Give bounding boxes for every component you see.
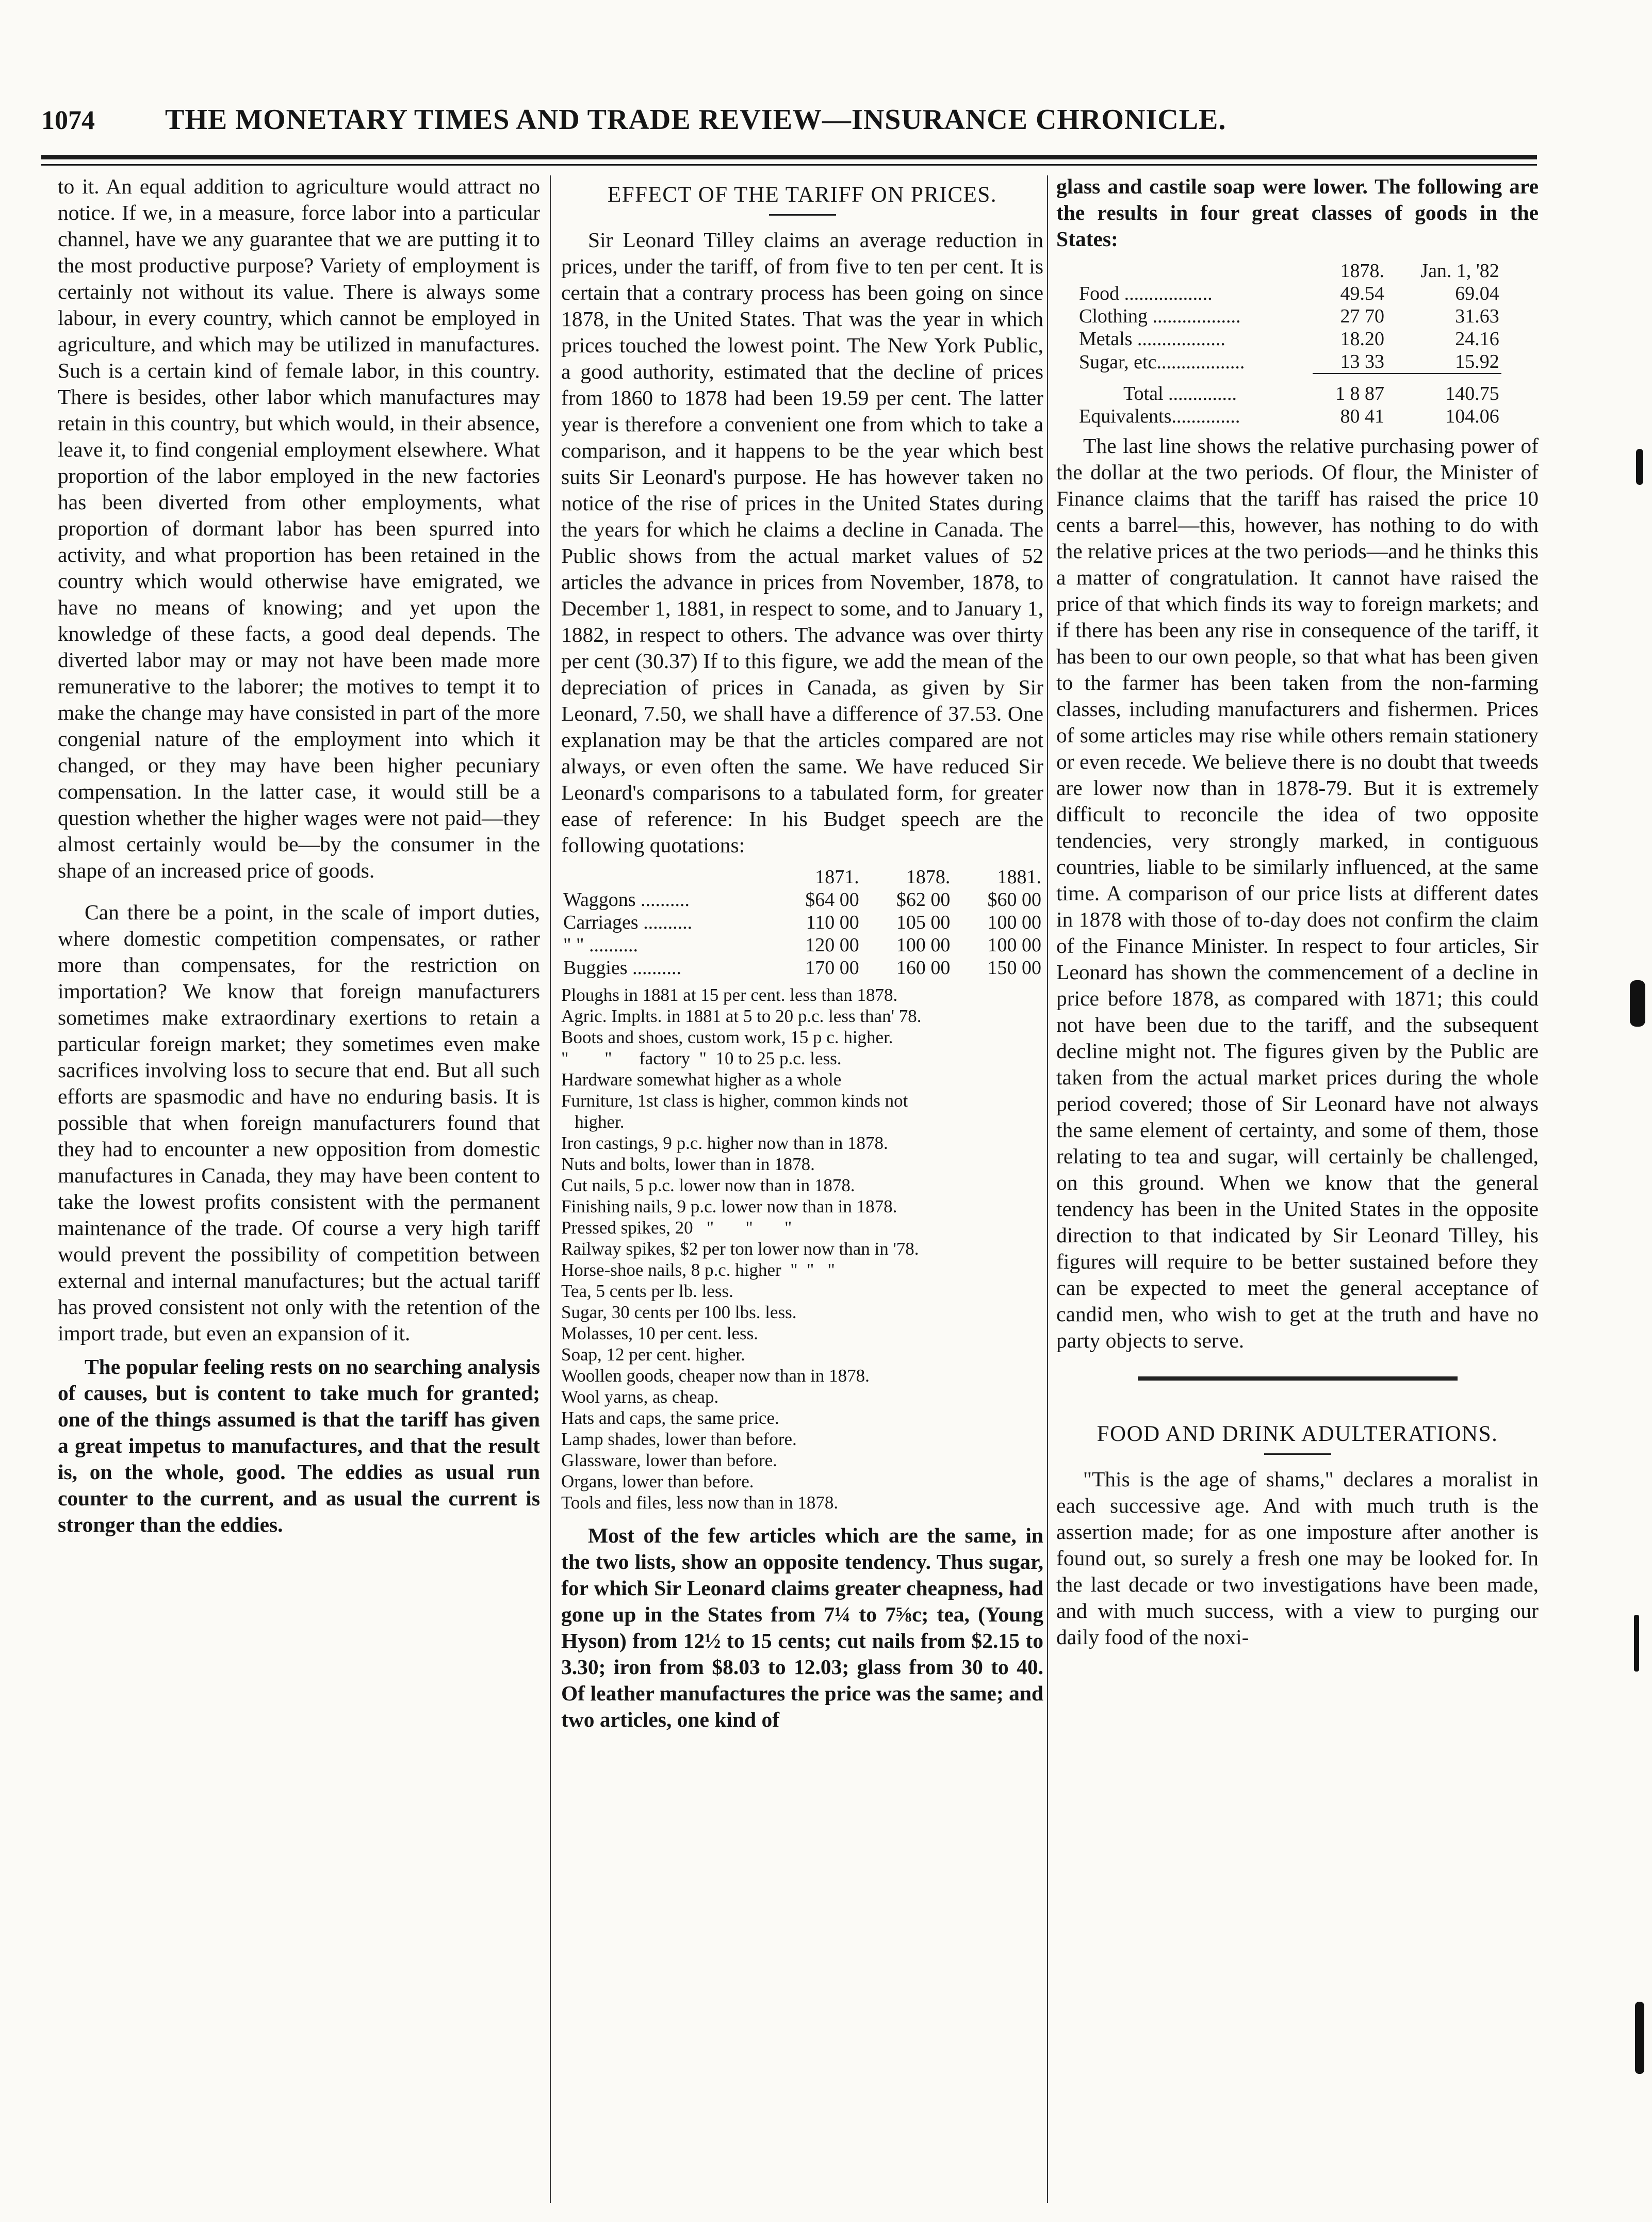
table-cell: Metals ..................: [1079, 328, 1225, 350]
table-cell: 100 00: [896, 934, 951, 956]
table-header-cell: 1878.: [906, 866, 951, 888]
column-1: [58, 173, 540, 1545]
list-item: Cut nails, 5 p.c. lower now than in 1878.: [561, 1175, 855, 1195]
price-changes-list: [561, 984, 1043, 1513]
publication-title: THE MONETARY TIMES AND TRADE REVIEW—INSURANCE CHRONICLE.: [165, 104, 1226, 136]
table-cell: 170 00: [805, 957, 859, 979]
table-cell: 1 8 87: [1313, 374, 1386, 405]
article-headline: FOOD AND DRINK ADULTERATIONS.: [1097, 1422, 1498, 1446]
table-cell: $60 00: [987, 889, 1041, 911]
margin-mark: [1635, 2002, 1644, 2074]
list-item: Ploughs in 1881 at 15 per cent. less than 1878.: [561, 985, 898, 1005]
list-item: Iron castings, 9 p.c. higher now than in 1878.: [561, 1133, 888, 1153]
table-row: [1077, 405, 1501, 428]
column-3: [1056, 173, 1539, 1658]
table-cell: Equivalents..............: [1079, 406, 1240, 427]
table-cell: $62 00: [896, 889, 951, 911]
table-row: [1077, 350, 1501, 374]
table-cell: Sugar, etc..................: [1079, 351, 1245, 373]
table-row: [561, 956, 1043, 979]
column-2: [561, 173, 1043, 1740]
masthead-rule-thin: [41, 164, 1537, 166]
list-item: Tea, 5 cents per lb. less.: [561, 1281, 733, 1301]
list-item: Wool yarns, as cheap.: [561, 1387, 719, 1407]
table-cell: 31.63: [1455, 305, 1499, 327]
table-cell: Carriages ..........: [563, 912, 693, 933]
table-row: [561, 934, 1043, 956]
list-item: Organs, lower than before.: [561, 1471, 754, 1491]
table-cell: 100 00: [987, 912, 1041, 933]
list-item: Glassware, lower than before.: [561, 1450, 777, 1470]
table-header-cell: 1878.: [1340, 260, 1385, 282]
section-divider: [1138, 1376, 1458, 1381]
article-paragraph: glass and castile soap were lower. The following are the results in four great classes of goods in the States:: [1056, 174, 1539, 251]
table-header-cell: 1871.: [815, 866, 859, 888]
column-divider-1: [550, 175, 551, 2203]
masthead: [41, 103, 1537, 136]
table-cell: 120 00: [805, 934, 859, 956]
table-header-cell: [1077, 259, 1313, 282]
headline-rule: [769, 214, 836, 216]
table-row: [1077, 328, 1501, 350]
list-item: Sugar, 30 cents per 100 lbs. less.: [561, 1302, 797, 1322]
table-cell: Clothing ..................: [1079, 305, 1241, 327]
table-cell: Food ..................: [1079, 283, 1213, 304]
margin-mark: [1636, 449, 1643, 485]
table-header-cell: Jan. 1, '82: [1420, 260, 1499, 282]
list-item: Agric. Implts. in 1881 at 5 to 20 p.c. less than' 78.: [561, 1006, 922, 1026]
list-item: Hardware somewhat higher as a whole: [561, 1069, 842, 1090]
table-cell: 80 41: [1340, 406, 1385, 427]
table-row: [1077, 282, 1501, 305]
table-cell: 150 00: [987, 957, 1041, 979]
goods-classes-table: [1077, 259, 1501, 428]
article-paragraph: The last line shows the relative purchasing power of the dollar at the two periods. Of flour, the Minister of Finance claims that the tariff has raised the price 10 cents a barrel—this, however, has nothing to do with the relative prices at the two periods—and he thinks this a matter of congratulation. It cannot have raised the price of that which finds its way to foreign markets; and if there has been any rise in consequence of the tariff, it has been to our own people, so that what has been given to the farmer has been taken from the non-farming classes, including manufacturers and fishermen. Prices of some articles may rise while others remain stationery or even recede. We believe there is no doubt that tweeds are lower now than in 1878-79. But it is extremely difficult to reconcile the idea of two opposite tendencies, very strongly marked, in contiguous countries, liable to be similarly influenced, at the same time. A comparison of our price lists at different dates in 1878 with those of to-day does not confirm the claim of the Finance Minister. In respect to four articles, Sir Leonard has shown the commencement of a decline in price before 1878, as compared with 1871; this could not have been due to the tariff, and the subsequent decline might not. The figures given by the Public are taken from the actual market prices during the whole period covered; those of Sir Leonard have not always the same element of certainty, and some of them, those relating to tea and sugar, will certainly be challenged, on this ground. When we know that the general tendency has been in the United States in the opposite direction to that indicated by Sir Leonard Tilley, his figures will require to be better sustained before they can be expected to meet the general acceptance of candid men, who wish to get at the truth and have no party objects to serve.: [1056, 434, 1539, 1352]
table-cell: " " ..........: [563, 934, 639, 956]
list-item: Soap, 12 per cent. higher.: [561, 1344, 745, 1365]
table-cell: Total ..............: [1123, 382, 1237, 404]
table-cell: Buggies ..........: [563, 957, 682, 979]
table-header-cell: [561, 866, 770, 888]
list-item: Hats and caps, the same price.: [561, 1408, 779, 1428]
list-item: Nuts and bolts, lower than in 1878.: [561, 1154, 815, 1174]
table-cell: 110 00: [806, 912, 859, 933]
table-row: [1077, 305, 1501, 328]
article-paragraph: Sir Leonard Tilley claims an average reduction in prices, under the tariff, of from five to ten per cent. It is certain that a contrary process has been going on since 1878, in the United States. That was the year in which prices touched the lowest point. The New York Public, a good authority, estimated that the decline of prices from 1860 to 1878 had been 19.59 per cent. The latter year is therefore a convenient one from which to take a comparison, and it happens to be the year which best suits Sir Leonard's purpose. He has however taken no notice of the rise of prices in the United States during the years for which he claims a decline in Canada. The Public shows from the actual market values of 52 articles the advance in prices from November, 1878, to December 1, 1881, in respect to some, and to January 1, 1882, in respect to others. The advance was over thirty per cent (30.37) If to this figure, we add the mean of the depreciation of prices in Canada, as given by Sir Leonard, 7.50, we shall have a difference of 37.53. One explanation may be that the articles compared are not always, or even often the same. We have reduced Sir Leonard's comparisons to a tabulated form, for greater ease of reference: In his Budget speech are the following quotations:: [561, 228, 1043, 857]
list-item: Lamp shades, lower than before.: [561, 1429, 797, 1449]
article-paragraph: Can there be a point, in the scale of import duties, where domestic competition compensates, or rather more than compensates, for the restriction on importation? We know that foreign manufacturers sometimes make extraordinary exertions to retain a particular foreign market; they sometimes even make sacrifices involving loss to secure that end. But all such efforts are spasmodic and have no enduring basis. It is possible that when foreign manufacturers found that they had to encounter a new opposition from domestic manufactures in Canada, they may have been content to take the lowest profits consistent with the permanent maintenance of the trade. Of course a very high tariff would prevent the possibility of competition between external and internal manufactures; but the actual tariff has proved consistent not only with the retention of the import trade, but even an expansion of it.: [58, 900, 540, 1345]
list-item: Pressed spikes, 20 " " ": [561, 1218, 792, 1238]
margin-mark: [1634, 1615, 1639, 1672]
list-item: Finishing nails, 9 p.c. lower now than in 1878.: [561, 1196, 897, 1217]
list-item: Horse-shoe nails, 8 p.c. higher " " ": [561, 1260, 835, 1280]
table-cell: 104.06: [1445, 406, 1499, 427]
headline-rule: [1264, 1453, 1331, 1455]
list-item: Furniture, 1st class is higher, common kinds not: [561, 1091, 908, 1111]
table-cell: 105 00: [896, 912, 951, 933]
article-paragraph: "This is the age of shams," declares a moralist in each successive age. And with much truth is the assertion made; for as one imposture after another is found out, so surely a fresh one may be looked for. In the last decade or two investigations have been made, and with much success, with a view to purging our daily food of the noxi-: [1056, 1467, 1539, 1649]
table-cell: 27 70: [1340, 305, 1385, 327]
column-divider-2: [1047, 175, 1048, 2203]
table-cell: 24.16: [1455, 328, 1499, 350]
list-item: Woollen goods, cheaper now than in 1878.: [561, 1366, 870, 1386]
margin-mark: [1630, 980, 1645, 1027]
table-cell: 15.92: [1455, 351, 1499, 372]
table-header-row: [561, 866, 1043, 888]
list-item: Railway spikes, $2 per ton lower now than in '78.: [561, 1239, 919, 1259]
list-item: Molasses, 10 per cent. less.: [561, 1323, 759, 1343]
budget-price-table: [561, 866, 1043, 979]
masthead-rule-thick: [41, 155, 1537, 159]
article-paragraph: Most of the few articles which are the same, in the two lists, show an opposite tendency. Thus sugar, for which Sir Leonard claims greater cheapness, had gone up in the States from 7¼ to 7⅝c; tea, (Young Hyson) from 12½ to 15 cents; cut nails from $2.15 to 3.30; iron from $8.03 to 12.03; glass from 30 to 40. Of leather manufactures the price was the same; and two articles, one kind of: [561, 1523, 1043, 1731]
list-item: Boots and shoes, custom work, 15 p c. higher.: [561, 1027, 893, 1047]
table-cell: 49.54: [1340, 283, 1385, 304]
table-cell: 13 33: [1340, 351, 1385, 372]
article-paragraph: to it. An equal addition to agriculture would attract no notice. If we, in a measure, force labor into a particular channel, have we any guarantee that we are putting it to the most productive purpose? Variety of employment is certainly not without its value. There is always some labour, in every country, which cannot be employed in agriculture, and which may be utilized in manufactures. Such is a certain kind of female labor, in this country. There is besides, other labor which manufactures may retain in this country, but which would, in their absence, leave it, to find congenial employment elsewhere. What proportion of the labor employed in the new factories has been diverted from other employments, what proportion of dormant labor has been spurred into activity, and what proportion has been retained in the country which would otherwise have emigrated, we have no means of knowing; and yet upon the knowledge of these facts, a good deal depends. The diverted labor may or may not have been made more remunerative to the laborer; the motives to tempt it to make the change may have consisted in part of the more congenial nature of the employment into which it changed, or they may have been higher pecuniary compensation. In the latter case, it would still be a question whether the higher wages were not paid—they almost certainly would be—by the consumer in the shape of an increased price of goods.: [58, 174, 540, 882]
list-item: " " factory " 10 to 25 p.c. less.: [561, 1048, 842, 1068]
table-total-row: [1077, 374, 1501, 405]
table-row: [561, 911, 1043, 934]
list-item: Tools and files, less now than in 1878.: [561, 1493, 839, 1513]
table-cell: 160 00: [896, 957, 951, 979]
table-header-cell: 1881.: [997, 866, 1041, 888]
article-headline: EFFECT OF THE TARIFF ON PRICES.: [607, 183, 997, 207]
page-number: 1074: [41, 106, 95, 135]
table-cell: $64 00: [805, 889, 859, 911]
table-row: [561, 888, 1043, 911]
table-cell: 69.04: [1455, 283, 1499, 304]
table-cell: 100 00: [987, 934, 1041, 956]
table-cell: 140.75: [1386, 374, 1501, 405]
article-paragraph: The popular feeling rests on no searching analysis of causes, but is content to take much for granted; one of the things assumed is that the tariff has given a great impetus to manufactures, and that the result is, on the whole, good. The eddies as usual run counter to the current, and as usual the current is stronger than the eddies.: [58, 1355, 540, 1536]
list-item: higher.: [561, 1112, 625, 1132]
table-cell: 18.20: [1340, 328, 1385, 350]
table-header-row: [1077, 259, 1501, 282]
table-cell: Waggons ..........: [563, 889, 690, 911]
